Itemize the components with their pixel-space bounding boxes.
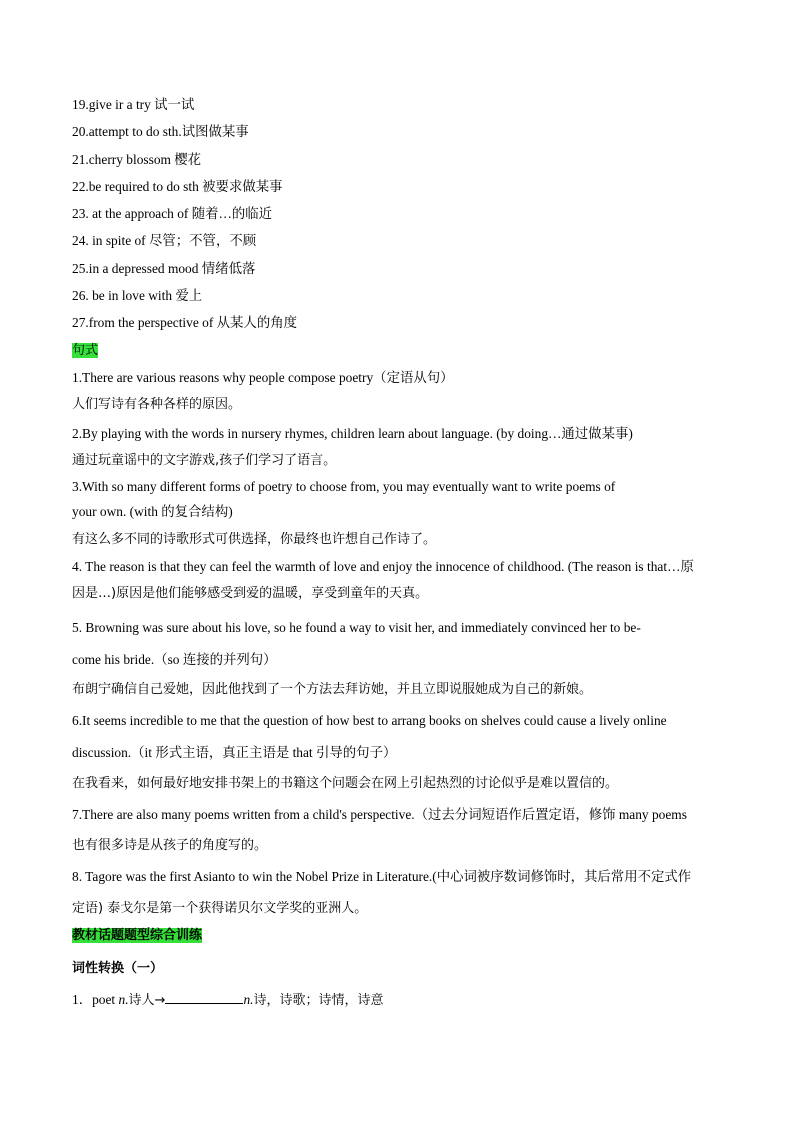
sentence-3-en-line2: your own. (with 的复合结构) xyxy=(72,504,233,519)
sentence-5-en-line2: come his bride.（so 连接的并列句） xyxy=(72,652,277,667)
phrase-22: 22.be required to do sth 被要求做某事 xyxy=(72,179,283,194)
sentence-4-cn: 因是…)原因是他们能够感受到爱的温暖，享受到童年的天真。 xyxy=(72,586,429,601)
training-section-heading xyxy=(72,926,202,945)
sentence-1-en: 1.There are various reasons why people compose poetry（定语从句） xyxy=(72,370,454,385)
sentence-7-en: 7.There are also many poems written from a child's perspective.（过去分词短语作后置定语，修饰 many poems xyxy=(72,807,687,822)
phrase-26: 26. be in love with 爱上 xyxy=(72,288,203,303)
phrase-20: 20.attempt to do sth.试图做某事 xyxy=(72,124,249,139)
sentence-4-en: 4. The reason is that they can feel the warmth of love and enjoy the innocence of childhood. (The reason is that…原 xyxy=(72,559,694,574)
sentence-1-cn: 人们写诗有各种各样的原因。 xyxy=(72,397,242,412)
sentence-2-cn: 通过玩童谣中的文字游戏,孩子们学习了语言。 xyxy=(72,453,337,468)
phrase-25: 25.in a depressed mood 情绪低落 xyxy=(72,261,256,276)
sentence-3-en-line1: 3.With so many different forms of poetry to choose from, you may eventually want to write poems of xyxy=(72,479,616,494)
exercise-item-1 xyxy=(72,991,384,1010)
exercise-pos-1: n. xyxy=(118,992,129,1007)
sentence-8-en: 8. Tagore was the first Asianto to win the Nobel Prize in Literature.(中心词被序数词修饰时，其后常用不定式作 xyxy=(72,869,692,884)
exercise-meaning-1: 诗人→ xyxy=(128,993,166,1008)
sentence-6-en-line1: 6.It seems incredible to me that the question of how best to arrang books on shelves could cause a lively online xyxy=(72,713,667,728)
exercise-title: 词性转换（一） xyxy=(72,961,164,976)
exercise-prefix: 1．poet xyxy=(72,992,119,1007)
phrase-19: 19.give ir a try 试一试 xyxy=(72,97,195,112)
sentence-3-cn: 有这么多不同的诗歌形式可供选择，你最终也许想自己作诗了。 xyxy=(72,532,437,547)
sentence-section-heading xyxy=(72,341,98,360)
sentence-8-cn: 定语) 泰戈尔是第一个获得诺贝尔文学奖的亚洲人。 xyxy=(72,901,368,916)
training-heading-label: 教材话题题型综合训练 xyxy=(72,928,203,943)
phrase-21: 21.cherry blossom 樱花 xyxy=(72,152,202,167)
sentence-6-cn: 在我看来，如何最好地安排书架上的书籍这个问题会在网上引起热烈的讨论似乎是难以置信的。 xyxy=(72,776,619,791)
phrase-27: 27.from the perspective of 从某人的角度 xyxy=(72,315,297,330)
sentence-5-cn: 布朗宁确信自己爱她，因此他找到了一个方法去拜访她，并且立即说服她成为自己的新娘。 xyxy=(72,682,593,697)
exercise-answer-blank[interactable] xyxy=(165,991,243,1004)
exercise-pos-2: n. xyxy=(243,992,254,1007)
exercise-meaning-2: 诗，诗歌；诗情，诗意 xyxy=(253,993,384,1008)
sentence-7-cn: 也有很多诗是从孩子的角度写的。 xyxy=(72,838,268,853)
phrase-24: 24. in spite of 尽管；不管，不顾 xyxy=(72,233,257,248)
sentence-5-en-line1: 5. Browning was sure about his love, so he found a way to visit her, and immediately convinced her to be- xyxy=(72,620,641,635)
sentence-2-en: 2.By playing with the words in nursery rhymes, children learn about language. (by doing…通过做某事) xyxy=(72,426,633,441)
sentence-heading-label: 句式 xyxy=(72,343,99,358)
sentence-6-en-line2: discussion.（it 形式主语，真正主语是 that 引导的句子） xyxy=(72,745,397,760)
phrase-23: 23. at the approach of 随着…的临近 xyxy=(72,206,273,221)
